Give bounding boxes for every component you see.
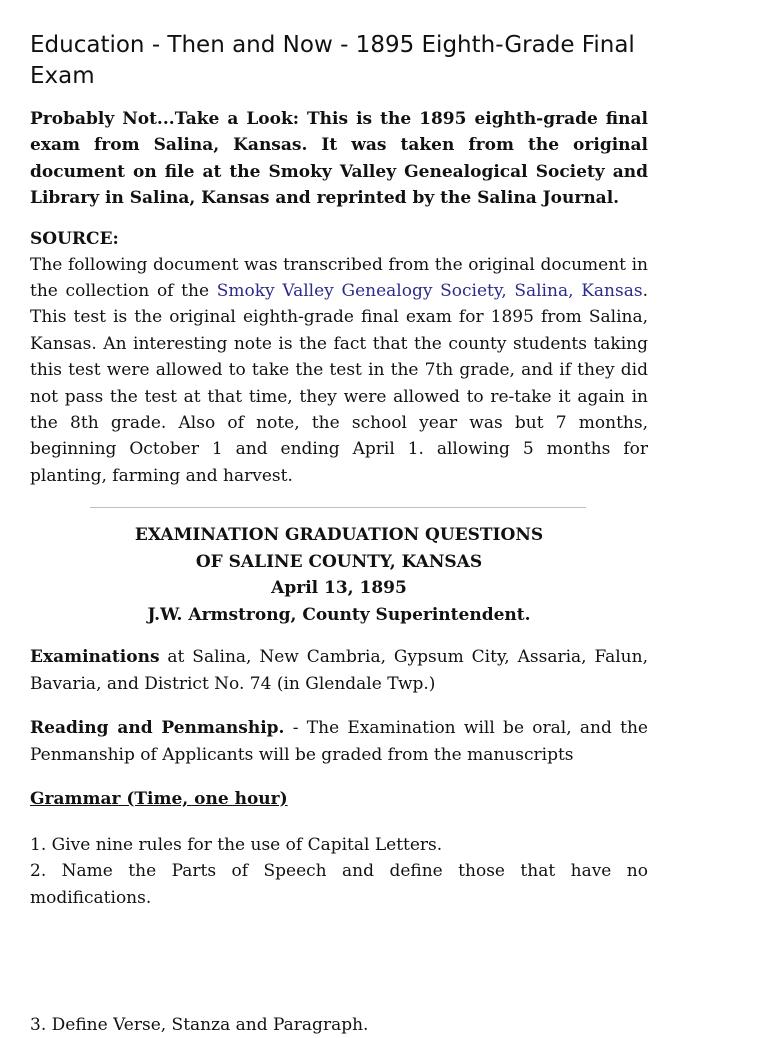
examinations-text: at Salina, New Cambria, Gypsum City, Assaria, Falun, Bavaria, and District No. 74 (in Glendale Twp.): [30, 647, 648, 694]
reading-label: Reading and Penmanship.: [30, 718, 285, 739]
source-text-before: The following document was transcribed from the original document in the collection of the: [30, 254, 648, 302]
grammar-heading: Grammar (Time, one hour): [30, 788, 288, 809]
grammar-question-2: 2. Name the Parts of Speech and define those that have no modifications.: [30, 861, 648, 908]
source-paragraph: [30, 252, 648, 490]
grammar-question-3: 3. Define Verse, Stanza and Paragraph.: [30, 1015, 369, 1035]
intro-paragraph: Probably Not...Take a Look: This is the 1895 eighth-grade final exam from Salina, Kansas. It was taken from the original document on file at the Smoky Valley Genealogical Society and Library in Salina, Kansas and reprinted by the Salina Journal.: [30, 109, 648, 209]
exam-heading-line-1: EXAMINATION GRADUATION QUESTIONS: [134, 525, 544, 546]
smoky-valley-link[interactable]: Smoky Valley Genealogy Society, Salina, Kansas: [216, 281, 643, 302]
grammar-question-1: 1. Give nine rules for the use of Capital Letters.: [30, 834, 443, 855]
examinations-paragraph: [30, 644, 648, 697]
source-text-after: . This test is the original eighth-grade final exam for 1895 from Salina, Kansas. An interesting note is the fact that the county students taking this test were allowed to take the test in the 7th grade, and if they did not pass the test at that time, they were allowed to re-take it again in the 8th grade. Also of note, the school year was but 7 months, beginning October 1 and ending April 1. allowing 5 months for planting, farming and harvest.: [30, 281, 648, 486]
reading-text: - The Examination will be oral, and the Penmanship of Applicants will be graded from the manuscripts: [30, 718, 648, 765]
page-title: Education - Then and Now - 1895 Eighth-Grade Final Exam: [30, 32, 635, 89]
examinations-label: Examinations: [30, 647, 160, 668]
exam-heading-superintendent: J.W. Armstrong, County Superintendent.: [147, 604, 531, 625]
source-label: SOURCE:: [30, 228, 119, 249]
section-divider: [90, 507, 586, 508]
reading-paragraph: [30, 715, 648, 768]
exam-heading: [30, 522, 648, 628]
exam-heading-line-2: OF SALINE COUNTY, KANSAS: [195, 551, 483, 572]
exam-heading-date: April 13, 1895: [271, 578, 407, 599]
